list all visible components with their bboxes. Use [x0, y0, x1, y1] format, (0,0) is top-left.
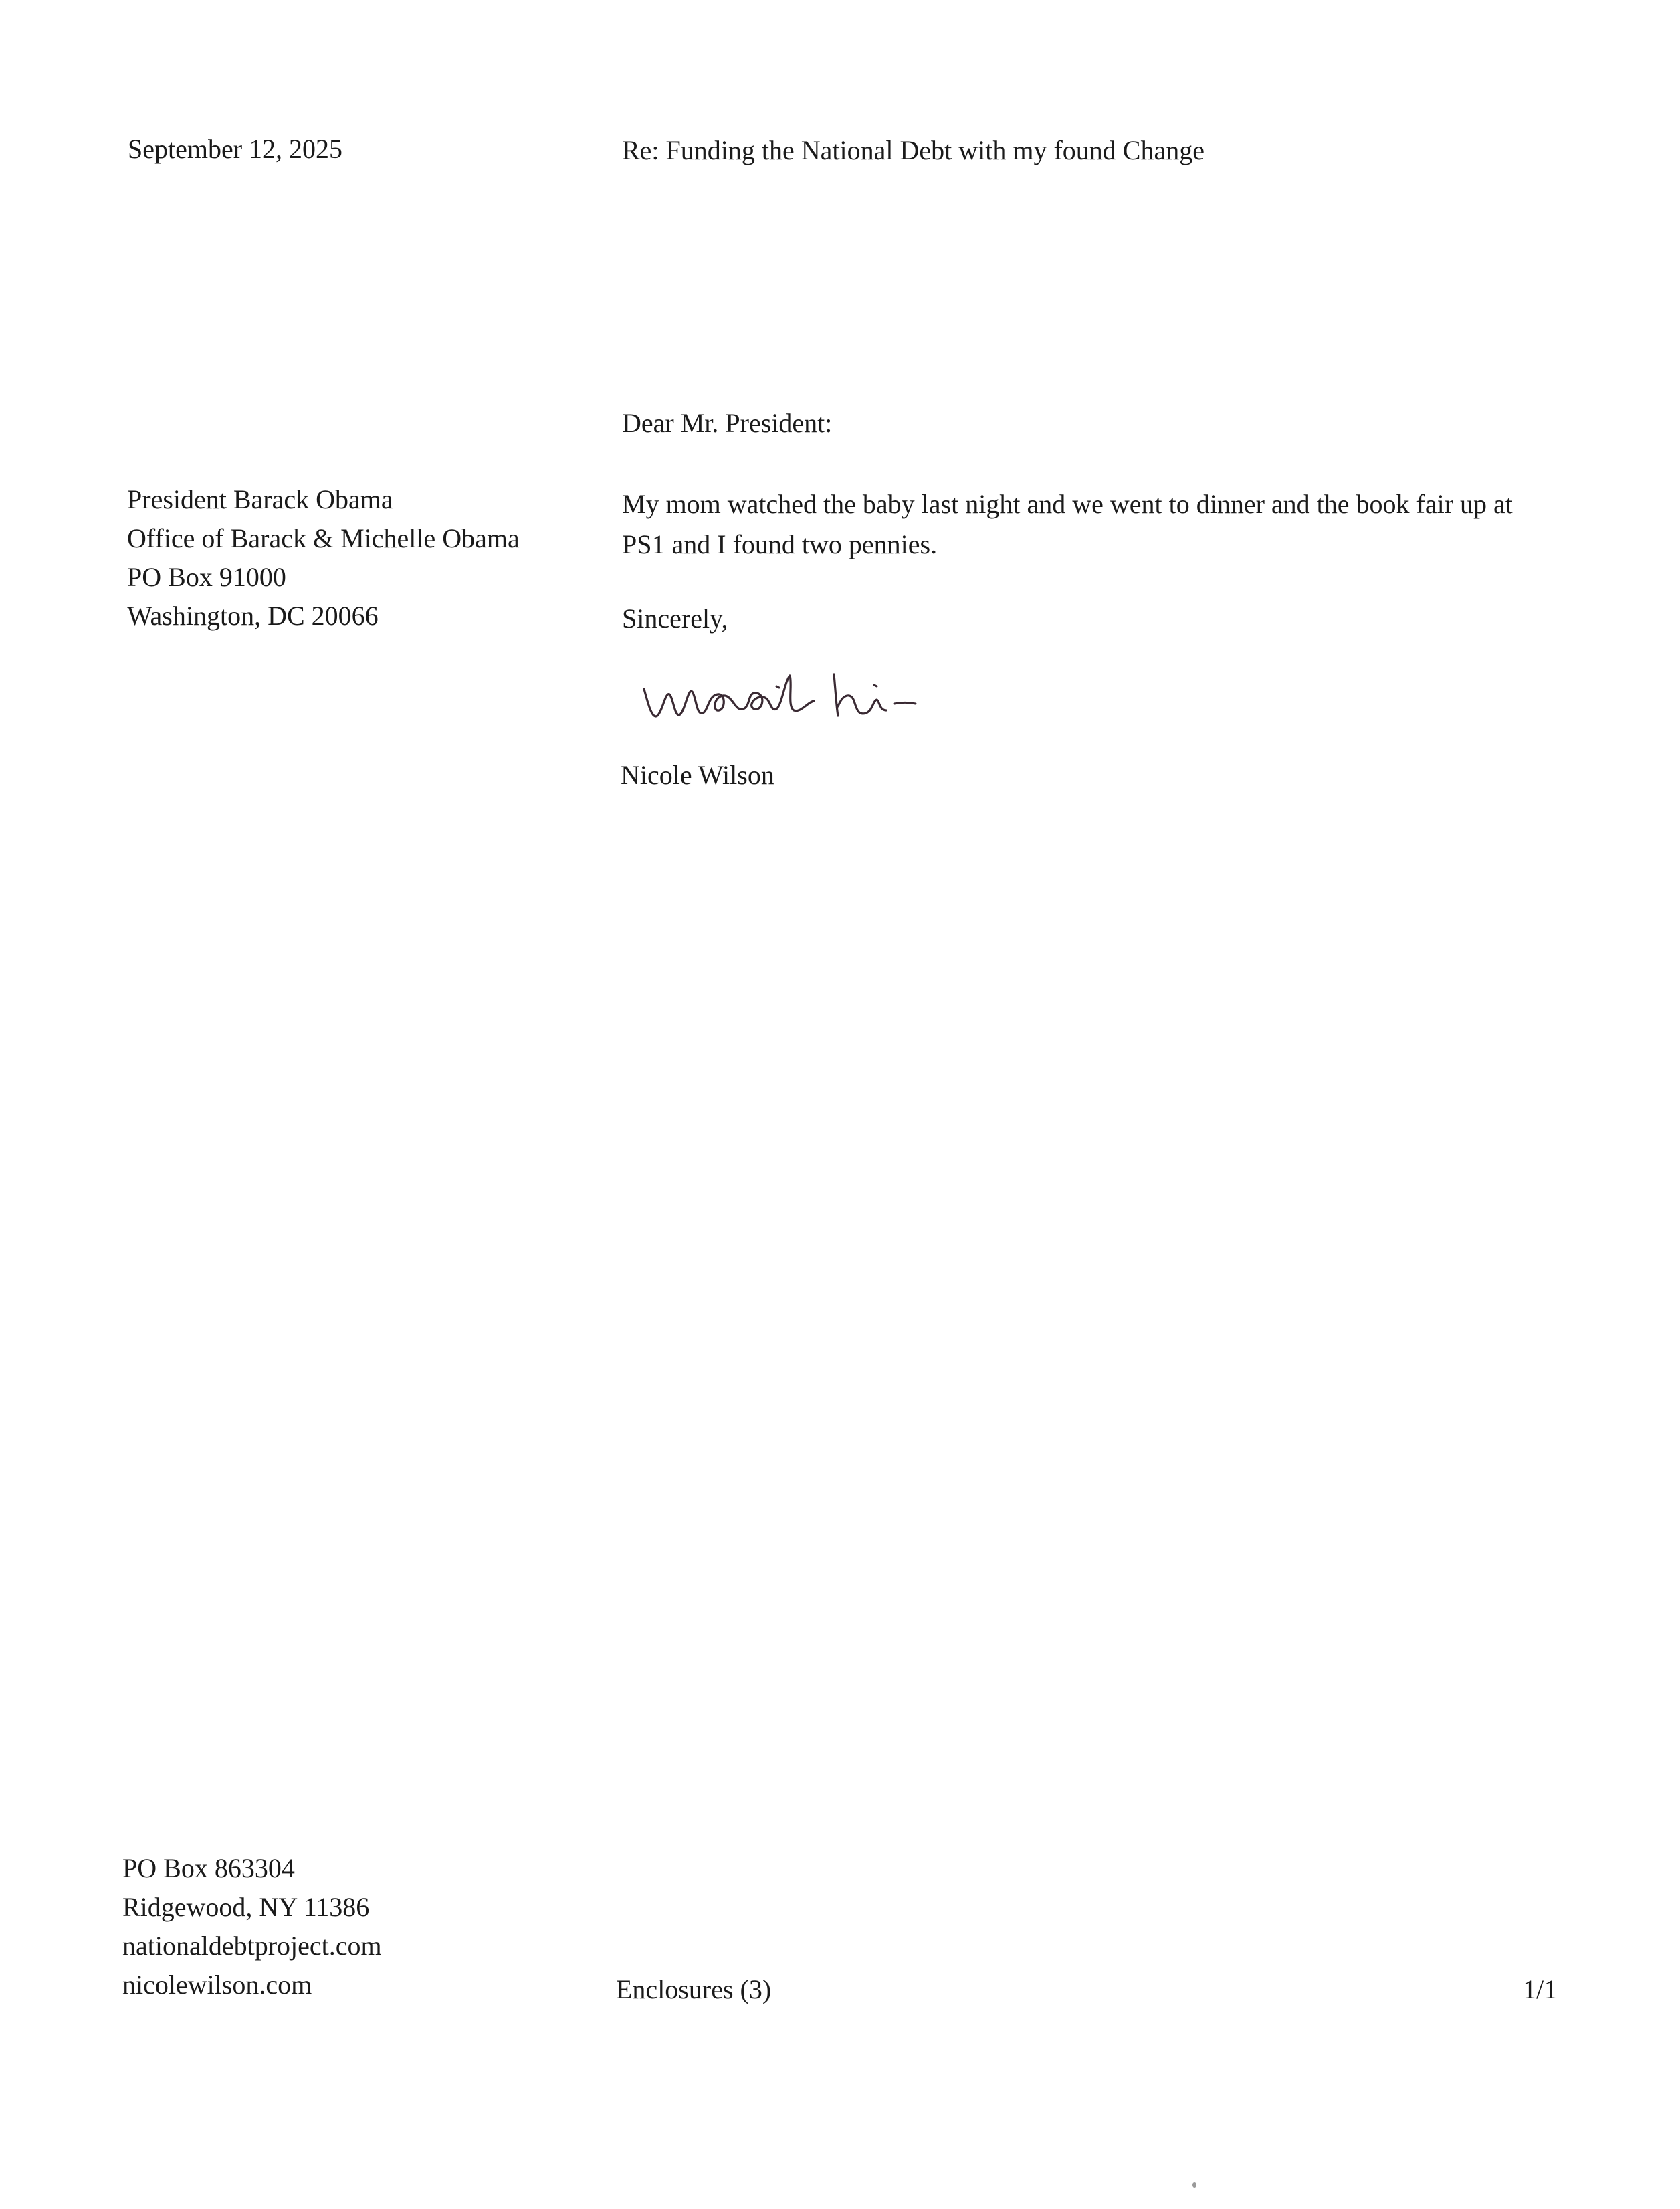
sender-website-link: nationaldebtproject.com: [122, 1931, 382, 1961]
signature-stroke: [834, 674, 886, 716]
salutation: Dear Mr. President:: [622, 408, 833, 438]
sender-address: [122, 1849, 382, 2004]
recipient-line: Office of Barack & Michelle Obama: [127, 523, 520, 553]
letter-body: My mom watched the baby last night and we went to dinner and the book fair up at PS1 and I found two pennies.: [622, 489, 1513, 559]
sender-website-link: nicolewilson.com: [122, 1970, 312, 2000]
sender-line: PO Box 863304: [122, 1853, 295, 1883]
closing: Sincerely,: [622, 603, 728, 634]
signature-stroke: [776, 685, 916, 704]
signer-name: Nicole Wilson: [621, 760, 774, 790]
recipient-line: PO Box 91000: [127, 562, 286, 592]
page-number: 1/1: [1523, 1974, 1558, 2004]
letter-date: September 12, 2025: [128, 134, 343, 164]
signature-icon: [639, 662, 946, 736]
signature-stroke: [644, 676, 814, 716]
scan-speck: [1192, 2182, 1196, 2188]
enclosures-note: Enclosures (3): [616, 1974, 772, 2004]
letter-subject: Re: Funding the National Debt with my found Change: [622, 135, 1204, 165]
recipient-line: Washington, DC 20066: [127, 601, 379, 631]
sender-line: Ridgewood, NY 11386: [122, 1892, 370, 1922]
recipient-address: [127, 480, 520, 636]
recipient-line: President Barack Obama: [127, 484, 393, 514]
